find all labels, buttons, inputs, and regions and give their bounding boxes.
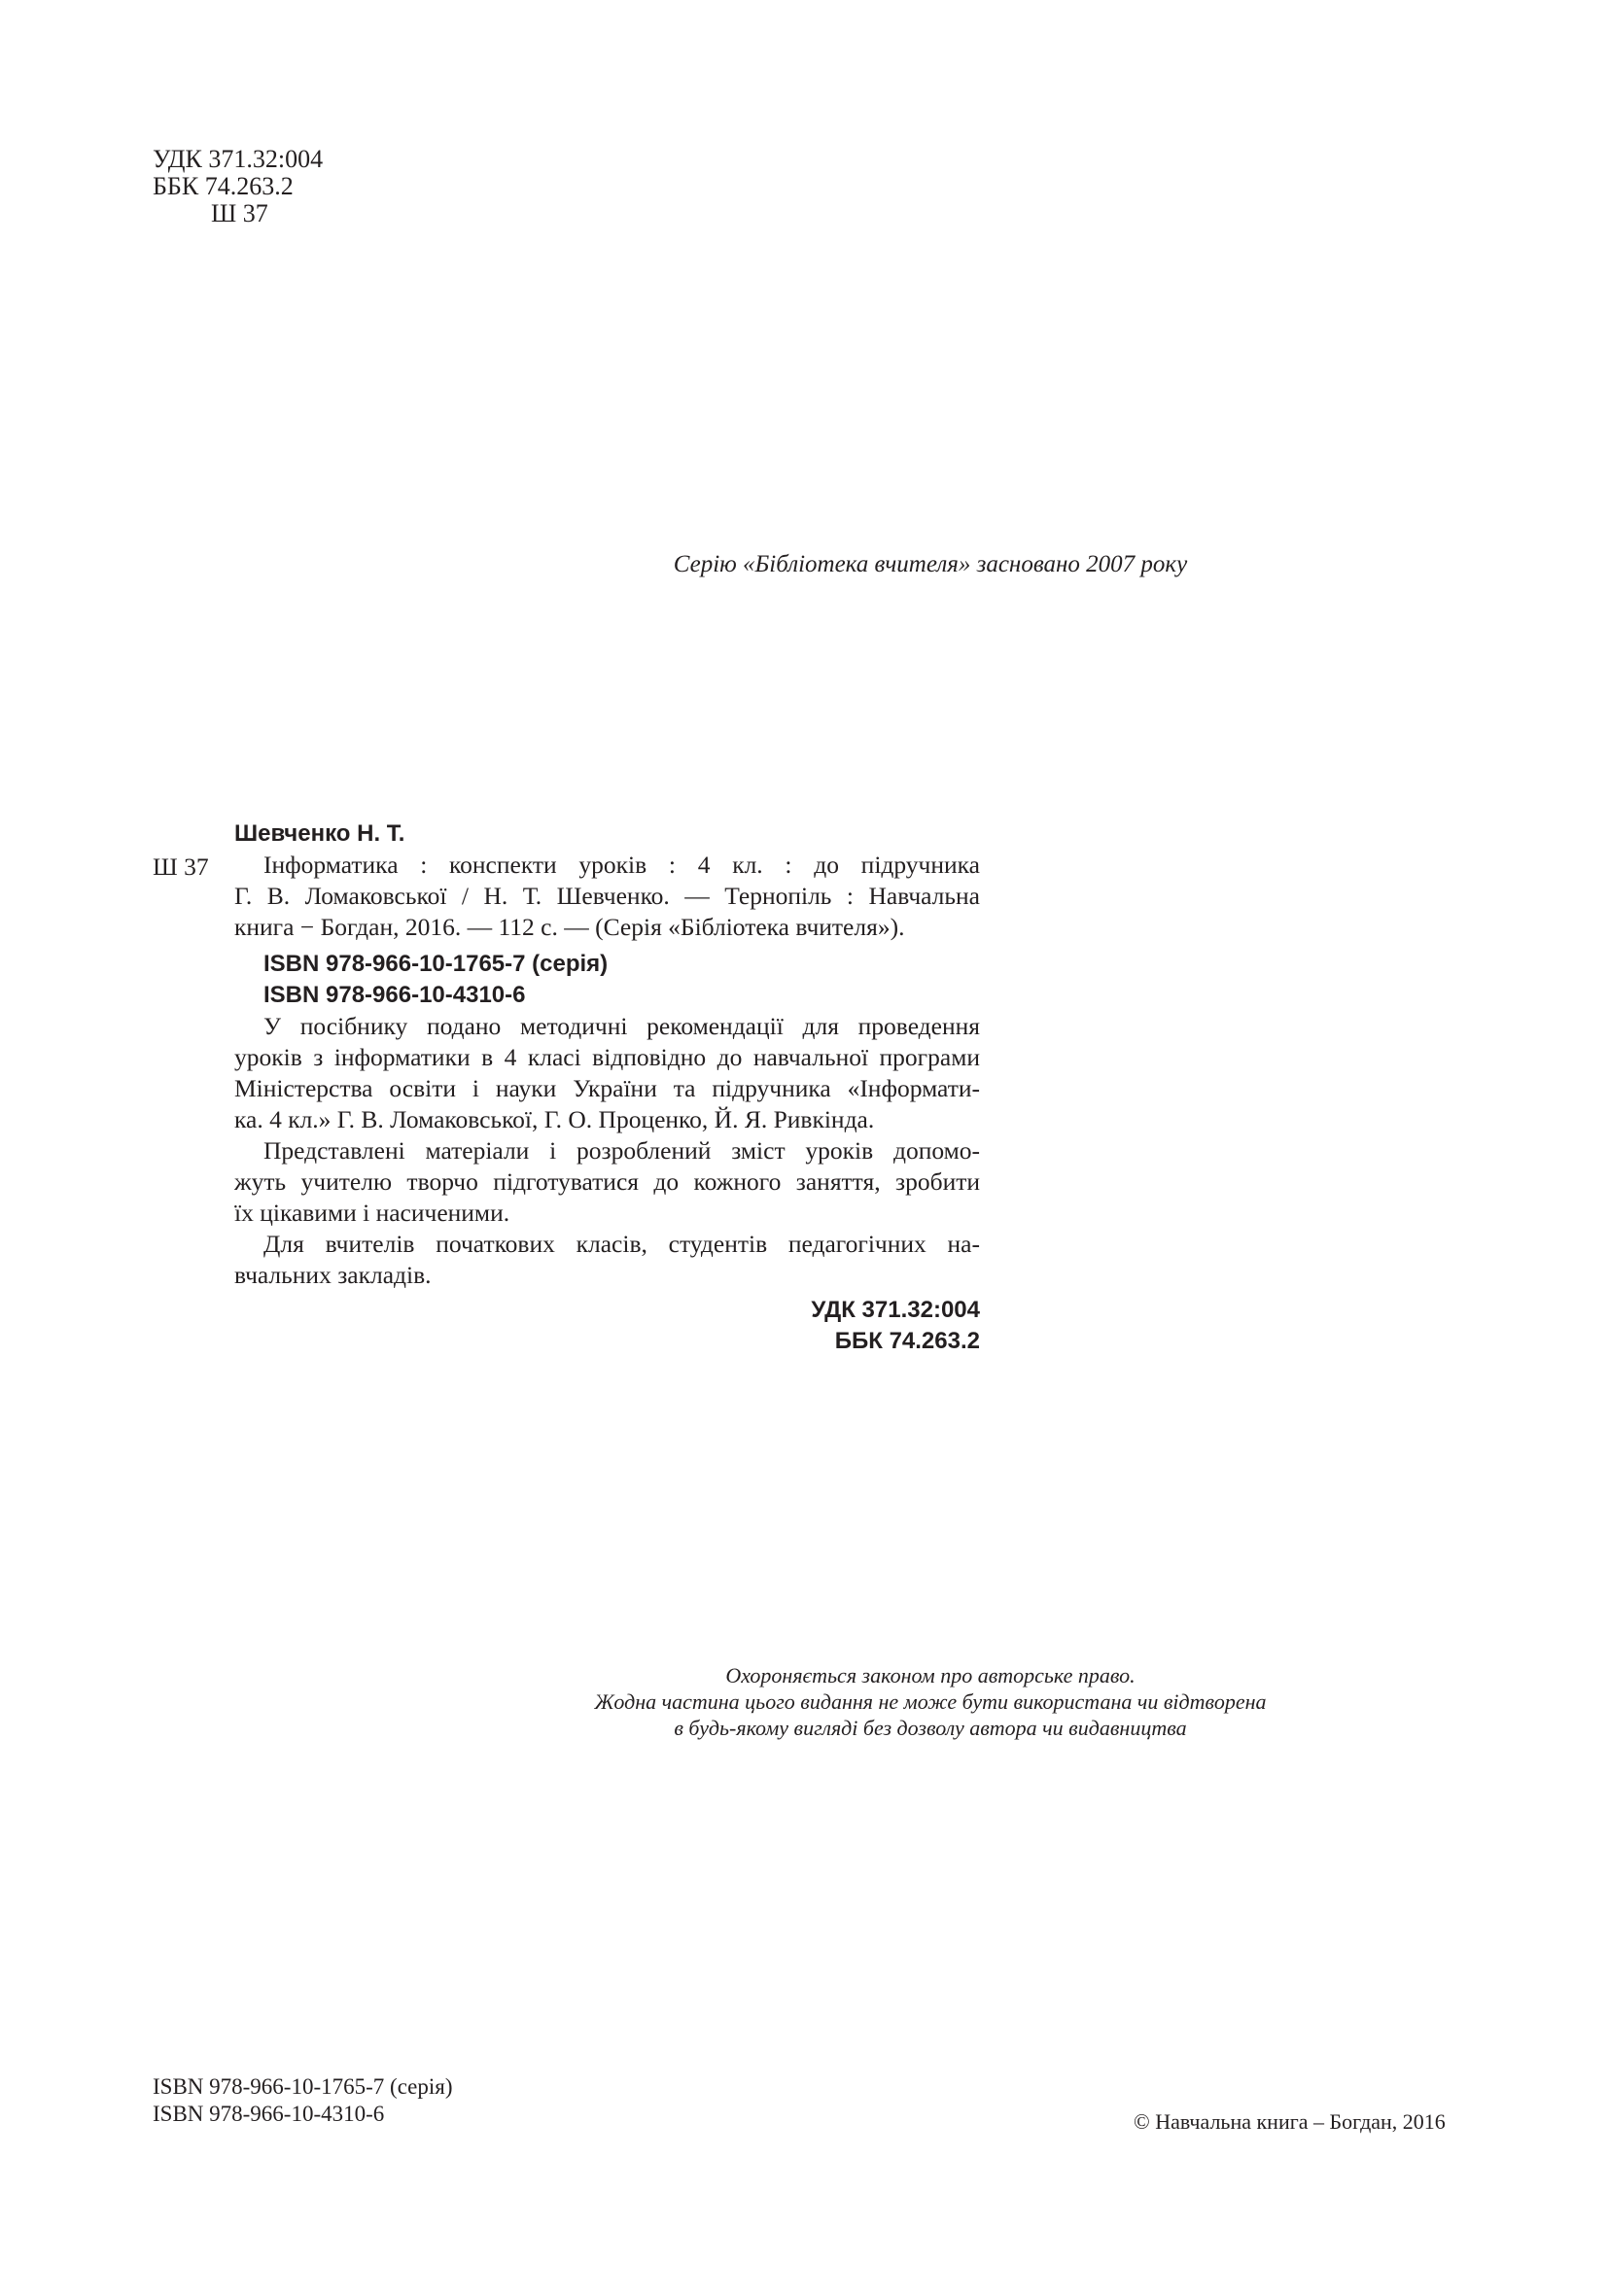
bibliographic-record xyxy=(153,818,980,1357)
record-udk: УДК 371.32:004 xyxy=(811,1297,980,1323)
abstract-line: уроків з інформатики в 4 класі відповідно до навчальної програми xyxy=(234,1043,980,1071)
notice-line: в будь-якому вигляді без дозволу автора чи видавництва xyxy=(674,1716,1187,1740)
record-isbn-book: ISBN 978-966-10-4310-6 xyxy=(263,982,526,1008)
title-line: книга − Богдан, 2016. — 112 с. — (Серія «Бібліотека вчителя»). xyxy=(234,913,905,941)
title-line: Г. В. Ломаковської / Н. Т. Шевченко. — Тернопіль : Навчальна xyxy=(234,882,980,910)
title-line: Інформатика : конспекти уроків : 4 кл. : до підручника xyxy=(263,851,980,879)
series-note: Серію «Бібліотека вчителя» засновано 2007 року xyxy=(673,551,1188,577)
bbk-code: ББК 74.263.2 xyxy=(153,172,294,200)
record-bbk: ББК 74.263.2 xyxy=(834,1328,980,1354)
footer-isbn-book: ISBN 978-966-10-4310-6 xyxy=(153,2102,385,2126)
classification-block xyxy=(153,146,323,227)
abstract-line: Міністерства освіти і науки України та підручника «Інформати- xyxy=(234,1074,980,1102)
abstract-line: У посібнику подано методичні рекомендації для проведення xyxy=(263,1012,980,1040)
udk-code: УДК 371.32:004 xyxy=(153,145,324,173)
audience-line: Для вчителів початкових класів, студентів педагогічних на- xyxy=(263,1230,980,1258)
materials-line: Представлені матеріали і розроблений зміст уроків допомо- xyxy=(263,1136,980,1165)
footer-isbn-block xyxy=(153,2073,453,2128)
footer-isbn-series: ISBN 978-966-10-1765-7 (серія) xyxy=(153,2074,453,2099)
audience-line: вчальних закладів. xyxy=(234,1261,432,1289)
record-cipher: Ш 37 xyxy=(153,852,209,881)
abstract-line: ка. 4 кл.» Г. В. Ломаковської, Г. О. Проценко, Й. Я. Ривкінда. xyxy=(234,1105,875,1133)
materials-line: жуть учителю творчо підготуватися до кожного заняття, зробити xyxy=(234,1167,980,1196)
publisher-copyright: © Навчальна книга – Богдан, 2016 xyxy=(1134,2109,1446,2134)
notice-line: Жодна частина цього видання не може бути використана чи відтворена xyxy=(594,1689,1267,1714)
record-isbn-series: ISBN 978-966-10-1765-7 (серія) xyxy=(263,951,609,977)
copyright-notice xyxy=(0,1662,1608,1741)
author-cipher: Ш 37 xyxy=(211,199,268,227)
notice-line: Охороняється законом про авторське право. xyxy=(725,1663,1136,1687)
record-author: Шевченко Н. Т. xyxy=(234,820,405,847)
materials-line: їх цікавими і насиченими. xyxy=(234,1199,510,1227)
